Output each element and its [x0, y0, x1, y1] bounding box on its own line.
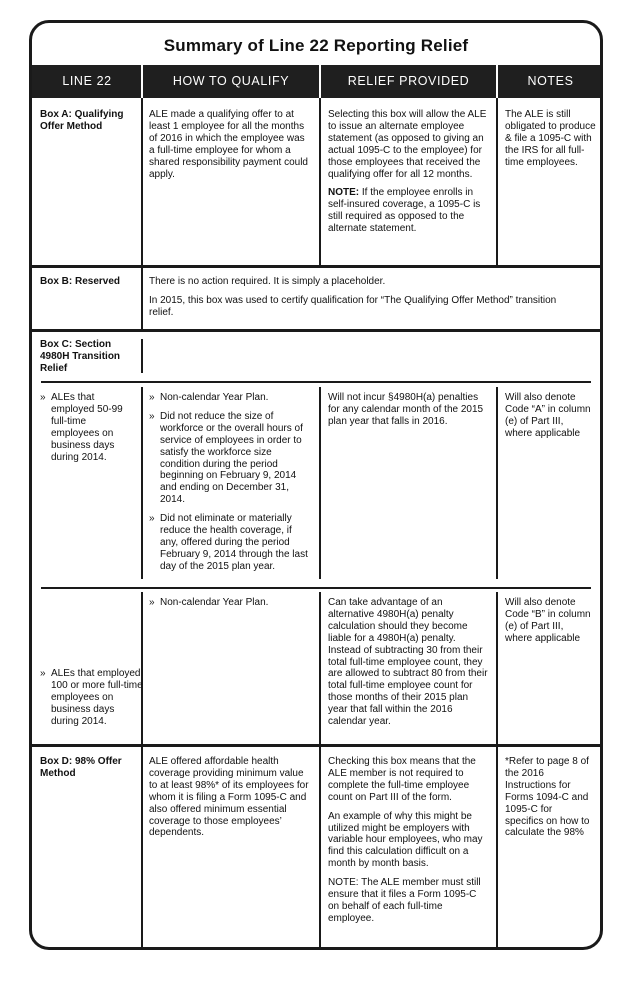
- column-divider: [319, 98, 321, 265]
- list-item: [149, 597, 311, 609]
- summary-card: [29, 20, 603, 950]
- box-c-sub1-relief: Will not incur §4980H(a) penalties for any calendar month of the 2015 plan year that falls in 2016.: [328, 392, 484, 427]
- column-divider: [496, 387, 498, 579]
- box-c-sub2-relief: Can take advantage of an alternative 4980H(a) penalty calculation should they become liable for a 4980H(a) penalty. Instead of subtracting 30 from their total full-time employee count, they are allowed to subtract 80 from their total full-time employee count for those months of their 2015 plan year that fall within the 2016 calendar year.: [328, 597, 488, 728]
- box-d-label: Box D: 98% Offer Method: [40, 756, 122, 779]
- bullet-icon: »: [149, 597, 155, 608]
- box-d-qualify: ALE offered affordable health coverage providing minimum value to at least 98%* of its employees for whom it is filing a Form 1095-C and also offered minimum essential coverage to those employees’ dependents.: [149, 756, 309, 839]
- box-d-notes: *Refer to page 8 of the 2016 Instructions for Forms 1094-C and 1095-C for specifics on how to calculate the 98%: [505, 756, 590, 839]
- header-relief-provided: RELIEF PROVIDED: [347, 74, 470, 88]
- column-divider: [319, 387, 321, 579]
- list-item-text: Did not reduce the size of workforce or the overall hours of service of employees in order to satisfy the workforce size condition during the period beginning on February 9, 2014 and ending on December 31, 2014.: [160, 410, 303, 506]
- list-item: [149, 513, 311, 573]
- row-divider: [41, 587, 591, 589]
- box-b-text-1: There is no action required. It is simply a placeholder.: [149, 276, 386, 287]
- column-divider: [141, 268, 143, 329]
- bullet-icon: »: [149, 410, 155, 422]
- row-divider: [32, 329, 600, 332]
- row-divider: [32, 744, 600, 747]
- sub1-label-text: ALEs that employed 50-99 full-time employees on business days during 2014.: [51, 392, 123, 463]
- box-c-sub2-label: [40, 668, 143, 728]
- row-divider: [41, 381, 591, 383]
- box-c-sub1-notes: Will also denote Code “A” in column (e) of Part III, where applicable: [505, 392, 591, 439]
- box-d-relief-1: Checking this box means that the ALE member is not required to complete the full-time employee count on Part III of the form.: [328, 756, 476, 803]
- header-how-to-qualify: HOW TO QUALIFY: [172, 74, 290, 88]
- bullet-icon: »: [149, 513, 155, 525]
- box-a-label: Box A: Qualifying Offer Method: [40, 109, 124, 132]
- bullet-icon: »: [40, 668, 46, 680]
- row-divider: [32, 265, 600, 268]
- box-a-relief: [328, 109, 488, 235]
- header-notes: NOTES: [527, 74, 574, 88]
- box-b-content: [149, 276, 579, 319]
- box-a-relief-note: [328, 187, 488, 235]
- box-d-relief-2: An example of why this might be utilized might be employers with variable hour employees, who may find this calculation difficult on a month by month basis.: [328, 810, 483, 870]
- box-c-label: Box C: Section 4980H Transition Relief: [40, 339, 121, 374]
- bullet-icon: »: [40, 392, 46, 403]
- list-item-text: Did not eliminate or materially reduce the health coverage, if any, offered during the period February 9, 2014 through the last day of the 2015 plan year.: [160, 513, 308, 572]
- note-text: If the employee enrolls in self-insured coverage, a 1095-C is still required as opposed to the alternate statement.: [328, 187, 481, 235]
- page-title: Summary of Line 22 Reporting Relief: [163, 36, 469, 55]
- list-item: [149, 392, 311, 404]
- box-c-sub2-notes: Will also denote Code “B” in column (e) of Part III, where applicable: [505, 597, 591, 644]
- column-divider: [496, 98, 498, 265]
- box-d-relief: [328, 756, 490, 925]
- box-d-relief-3: NOTE: The ALE member must still ensure that it files a Form 1095-C on behalf of each full-time employee.: [328, 877, 481, 924]
- header-line-22: LINE 22: [62, 74, 112, 88]
- bullet-icon: »: [149, 392, 155, 403]
- box-c-sub1-label: [40, 392, 137, 463]
- note-label: NOTE:: [328, 187, 360, 199]
- box-a-qualify: ALE made a qualifying offer to at least 1 employee for all the months of 2016 in which the employee was a full-time employee for whom a shared responsibility payment could apply.: [149, 109, 308, 180]
- column-divider: [319, 747, 321, 950]
- column-divider: [141, 339, 143, 373]
- list-item-text: Non-calendar Year Plan.: [160, 597, 269, 608]
- column-divider: [141, 98, 143, 265]
- box-c-sub1-qualify: [149, 392, 311, 573]
- table-header: [32, 65, 600, 98]
- column-divider: [319, 592, 321, 744]
- box-b-text-2: In 2015, this box was used to certify qualification for “The Qualifying Offer Method” transition relief.: [149, 294, 557, 318]
- box-a-notes: The ALE is still obligated to produce & file a 1095-C with the IRS for all full-time employees.: [505, 109, 596, 168]
- list-item: [149, 411, 311, 506]
- column-divider: [496, 747, 498, 950]
- column-divider: [141, 747, 143, 950]
- box-c-sub2-qualify: [149, 597, 311, 609]
- sub2-label-text: ALEs that employed 100 or more full-time employees on business days during 2014.: [51, 668, 143, 728]
- box-a-relief-text: Selecting this box will allow the ALE to issue an alternate employee statement (as opposed to giving an actual 1095-C to the employee) for those employees that received the qualifying offer for all 12 months.: [328, 109, 487, 180]
- box-b-label: Box B: Reserved: [40, 276, 121, 287]
- column-divider: [496, 592, 498, 744]
- column-divider: [141, 387, 143, 579]
- list-item-text: Non-calendar Year Plan.: [160, 392, 269, 403]
